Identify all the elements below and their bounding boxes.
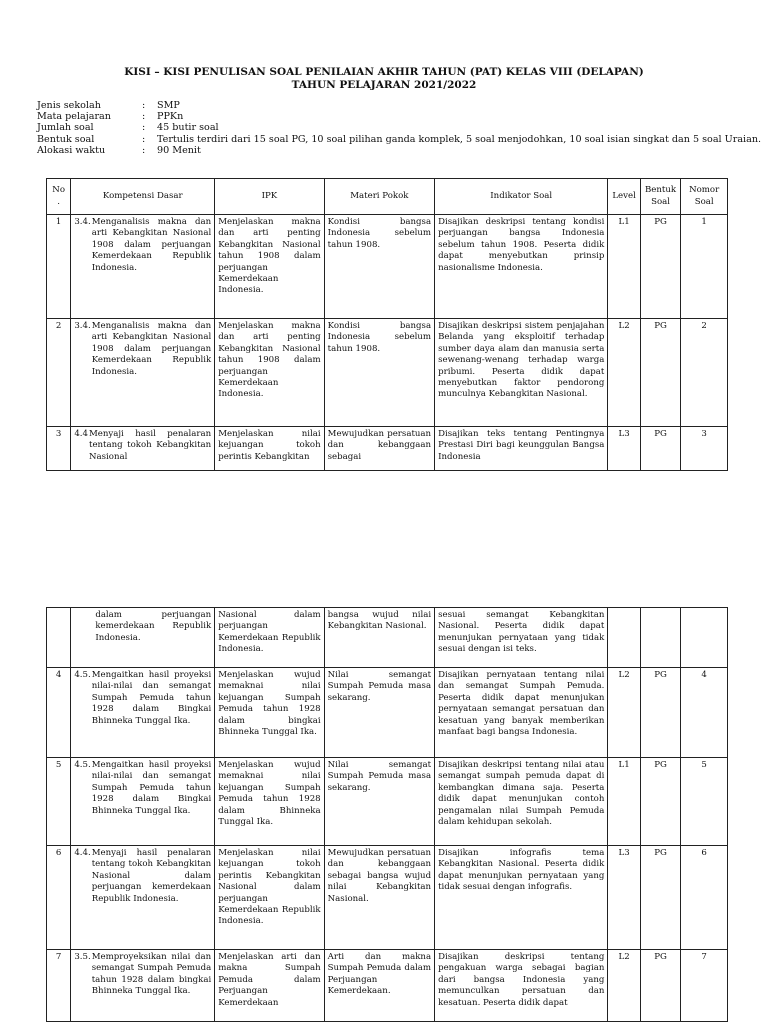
meta-row-mata-pelajaran <box>37 111 761 122</box>
kisi-kisi-table-page1 <box>46 178 728 471</box>
cell-nomor-soal: 7 <box>681 950 728 1022</box>
table-row-continuation <box>47 608 728 668</box>
cell-ipk: Menjelaskan makna dan arti penting Kebangkitan Nasional tahun 1908 dalam perjuangan Kemerdekaan Indonesia. <box>215 319 324 427</box>
kd-text: Menyaji hasil penalaran tentang tokoh Kebangkitan Nasional dalam perjuangan kemerdekaan Republik Indonesia. <box>91 848 212 904</box>
cell-kompetensi-dasar <box>71 846 215 950</box>
cell-indikator-soal: Disajikan deskripsi sistem penjajahan Belanda yang eksploitif terhadap sumber daya alam dan manusia serta sewenang-wenang terhadap warga pribumi. Peserta didik dapat menyebutkan faktor pendorong munculnya Kebangkitan Nasional. <box>435 319 608 427</box>
header-materi-pokok: Materi Pokok <box>324 179 434 215</box>
cell-level: L2 <box>608 319 640 427</box>
kd-text: Mengaitkan hasil proyeksi nilai-nilai dan semangat Sumpah Pemuda tahun 1928 dalam Bingkai Bhinneka Tunggal Ika. <box>91 760 212 816</box>
meta-label: Jenis sekolah <box>37 100 101 111</box>
table-row <box>47 758 728 846</box>
cell-nomor-soal: 5 <box>681 758 728 846</box>
cell-materi-pokok: Mewujudkan persatuan dan kebanggaan sebagai bangsa wujud nilai Kebangkitan Nasional. <box>324 846 434 950</box>
meta-colon: : <box>142 100 146 111</box>
cell-ipk: Menjelaskan arti dan makna Sumpah Pemuda dalam Perjuangan Kemerdekaan <box>215 950 324 1022</box>
meta-row-bentuk-soal <box>37 134 761 145</box>
cell-nomor-soal: 2 <box>681 319 728 427</box>
header-no: No . <box>47 179 71 215</box>
cell-no: 5 <box>47 758 71 846</box>
kd-number: 3.4. <box>74 217 91 227</box>
header-level: Level <box>608 179 640 215</box>
cell-ipk: Nasional dalam perjuangan Kemerdekaan Republik Indonesia. <box>215 608 324 668</box>
meta-value: 45 butir soal <box>157 122 219 134</box>
cell-indikator-soal: Disajikan infografis tema Kebangkitan Nasional. Peserta didik dapat menunjukan pernyataan yang tidak sesuai dengan infografis. <box>435 846 608 950</box>
table-row <box>47 427 728 471</box>
cell-indikator-soal: sesuai semangat Kebangkitan Nasional. Peserta didik dapat menunjukan pernyataan yang tidak sesuai dengan isi teks. <box>435 608 608 668</box>
cell-kompetensi-dasar <box>71 215 215 319</box>
meta-row-jenis-sekolah <box>37 100 761 111</box>
cell-level: L3 <box>608 427 640 471</box>
cell-bentuk-soal: PG <box>640 319 681 427</box>
kd-text: Mengaitkan hasil proyeksi nilai-nilai dan semangat Sumpah Pemuda tahun 1928 dalam Bingkai Bhinneka Tunggal Ika. <box>91 670 212 726</box>
cell-nomor-soal: 3 <box>681 427 728 471</box>
kd-number: 3.5. <box>74 952 91 962</box>
cell-ipk: Menjelaskan nilai kejuangan tokoh perintis Kebangkitan <box>215 427 324 471</box>
meta-label: Alokasi waktu <box>37 144 106 156</box>
kd-number: 4.4. <box>74 848 91 858</box>
kd-number: 3.4. <box>74 321 91 331</box>
meta-colon: : <box>142 122 146 134</box>
header-indikator-soal: Indikator Soal <box>435 179 608 215</box>
header-kompetensi-dasar: Kompetensi Dasar <box>71 179 215 215</box>
meta-label: Bentuk soal <box>37 133 95 145</box>
cell-kompetensi-dasar <box>71 427 215 471</box>
cell-level: L1 <box>608 215 640 319</box>
cell-no: 3 <box>47 427 71 471</box>
table-row <box>47 215 728 319</box>
meta-colon: : <box>142 111 146 123</box>
header-nomor-soal: Nomor Soal <box>681 179 728 215</box>
cell-kompetensi-dasar <box>71 319 215 427</box>
cell-no: 7 <box>47 950 71 1022</box>
cell-no: 2 <box>47 319 71 427</box>
cell-level <box>608 608 640 668</box>
cell-bentuk-soal <box>640 608 681 668</box>
cell-bentuk-soal: PG <box>640 668 681 758</box>
meta-label: Mata pelajaran <box>37 111 111 123</box>
table-row <box>47 950 728 1022</box>
cell-kompetensi-dasar <box>71 668 215 758</box>
kd-number: 4.5. <box>74 670 91 680</box>
table-header-row <box>47 179 728 215</box>
cell-bentuk-soal: PG <box>640 427 681 471</box>
cell-materi-pokok: Kondisi bangsa Indonesia sebelum tahun 1908. <box>324 215 434 319</box>
cell-indikator-soal: Disajikan deskripsi tentang pengakuan warga sebagai bagian dari bangsa Indonesia yang memunculkan persatuan dan kesatuan. Peserta didik dapat <box>435 950 608 1022</box>
meta-label: Jumlah soal <box>37 122 94 134</box>
cell-indikator-soal: Disajikan deskripsi tentang nilai atau semangat sumpah pemuda dapat di kembangkan dimana saja. Peserta didik dapat menunjukan contoh pengamalan nilai Sumpah Pemuda dalam kehidupan sekolah. <box>435 758 608 846</box>
cell-ipk: Menjelaskan nilai kejuangan tokoh perintis Kebangkitan Nasional dalam perjuangan Kemerdekaan Republik Indonesia. <box>215 846 324 950</box>
cell-kompetensi-dasar: dalam perjuangan kemerdekaan Republik Indonesia. <box>71 608 215 668</box>
cell-materi-pokok: Kondisi bangsa Indonesia sebelum tahun 1908. <box>324 319 434 427</box>
cell-materi-pokok: Mewujudkan persatuan dan kebanggaan sebagai <box>324 427 434 471</box>
meta-value: 90 Menit <box>157 144 201 156</box>
kd-text: Menganalisis makna dan arti Kebangkitan Nasional 1908 dalam perjuangan Kemerdekaan Republik Indonesia. <box>91 321 212 377</box>
cell-level: L1 <box>608 758 640 846</box>
document-title: KISI – KISI PENULISAN SOAL PENILAIAN AKHIR TAHUN (PAT) KELAS VIII (DELAPAN) <box>124 66 644 78</box>
kd-text: Menyaji hasil penalaran tentang tokoh Kebangkitan Nasional <box>88 429 212 462</box>
meta-colon: : <box>142 144 146 156</box>
cell-level: L3 <box>608 846 640 950</box>
cell-bentuk-soal: PG <box>640 950 681 1022</box>
cell-ipk: Menjelaskan wujud memaknai nilai kejuangan Sumpah Pemuda tahun 1928 dalam Bhinneka Tunggal Ika. <box>215 758 324 846</box>
cell-nomor-soal: 4 <box>681 668 728 758</box>
meta-value: Tertulis terdiri dari 15 soal PG, 10 soal pilihan ganda komplek, 5 soal menjodohkan, 10 soal isian singkat dan 5 soal Uraian. <box>157 133 762 145</box>
cell-bentuk-soal: PG <box>640 846 681 950</box>
header-bentuk-soal: Bentuk Soal <box>640 179 681 215</box>
document-subtitle: TAHUN PELAJARAN 2021/2022 <box>291 79 477 91</box>
cell-materi-pokok: Nilai semangat Sumpah Pemuda masa sekarang. <box>324 668 434 758</box>
kisi-kisi-table-page2 <box>46 607 728 1022</box>
cell-level: L2 <box>608 668 640 758</box>
kd-text: Menganalisis makna dan arti Kebangkitan Nasional 1908 dalam perjuangan Kemerdekaan Republik Indonesia. <box>91 217 212 273</box>
cell-ipk: Menjelaskan makna dan arti penting Kebangkitan Nasional tahun 1908 dalam perjuangan Kemerdekaan Indonesia. <box>215 215 324 319</box>
cell-nomor-soal: 1 <box>681 215 728 319</box>
table-row <box>47 319 728 427</box>
cell-no: 1 <box>47 215 71 319</box>
table-row <box>47 668 728 758</box>
meta-row-alokasi-waktu <box>37 145 761 156</box>
cell-level: L2 <box>608 950 640 1022</box>
cell-materi-pokok: Arti dan makna Sumpah Pemuda dalam Perjuangan Kemerdekaan. <box>324 950 434 1022</box>
meta-row-jumlah-soal <box>37 122 761 133</box>
kd-number: 4.5. <box>74 760 91 770</box>
kd-text: Memproyeksikan nilai dan semangat Sumpah Pemuda tahun 1928 dalam bingkai Bhinneka Tunggal Ika. <box>91 952 212 997</box>
cell-ipk: Menjelaskan wujud memaknai nilai kejuangan Sumpah Pemuda tahun 1928 dalam bingkai Bhinneka Tunggal Ika. <box>215 668 324 758</box>
cell-materi-pokok: Nilai semangat Sumpah Pemuda masa sekarang. <box>324 758 434 846</box>
cell-kompetensi-dasar <box>71 758 215 846</box>
kd-number: 4.4 <box>74 429 88 439</box>
cell-no: 4 <box>47 668 71 758</box>
cell-no: 6 <box>47 846 71 950</box>
meta-colon: : <box>142 133 146 145</box>
cell-materi-pokok: bangsa wujud nilai Kebangkitan Nasional. <box>324 608 434 668</box>
cell-bentuk-soal: PG <box>640 758 681 846</box>
cell-indikator-soal: Disajikan pernyataan tentang nilai dan semangat Sumpah Pemuda. Peserta didik dapat menunjukan pernyataan semangat persatuan dan kesatuan yang banyak memberikan manfaat bagi bangsa Indonesia. <box>435 668 608 758</box>
header-ipk: IPK <box>215 179 324 215</box>
cell-kompetensi-dasar <box>71 950 215 1022</box>
meta-value: PPKn <box>157 111 184 123</box>
table-row <box>47 846 728 950</box>
meta-value: SMP <box>157 100 180 111</box>
cell-nomor-soal <box>681 608 728 668</box>
cell-bentuk-soal: PG <box>640 215 681 319</box>
cell-no <box>47 608 71 668</box>
document-meta <box>37 100 761 156</box>
cell-indikator-soal: Disajikan teks tentang Pentingnya Prestasi Diri bagi keunggulan Bangsa Indonesia <box>435 427 608 471</box>
cell-nomor-soal: 6 <box>681 846 728 950</box>
cell-indikator-soal: Disajikan deskripsi tentang kondisi perjuangan bangsa Indonesia sebelum tahun 1908. Peserta didik dapat menyebutkan prinsip nasionalisme Indonesia. <box>435 215 608 319</box>
